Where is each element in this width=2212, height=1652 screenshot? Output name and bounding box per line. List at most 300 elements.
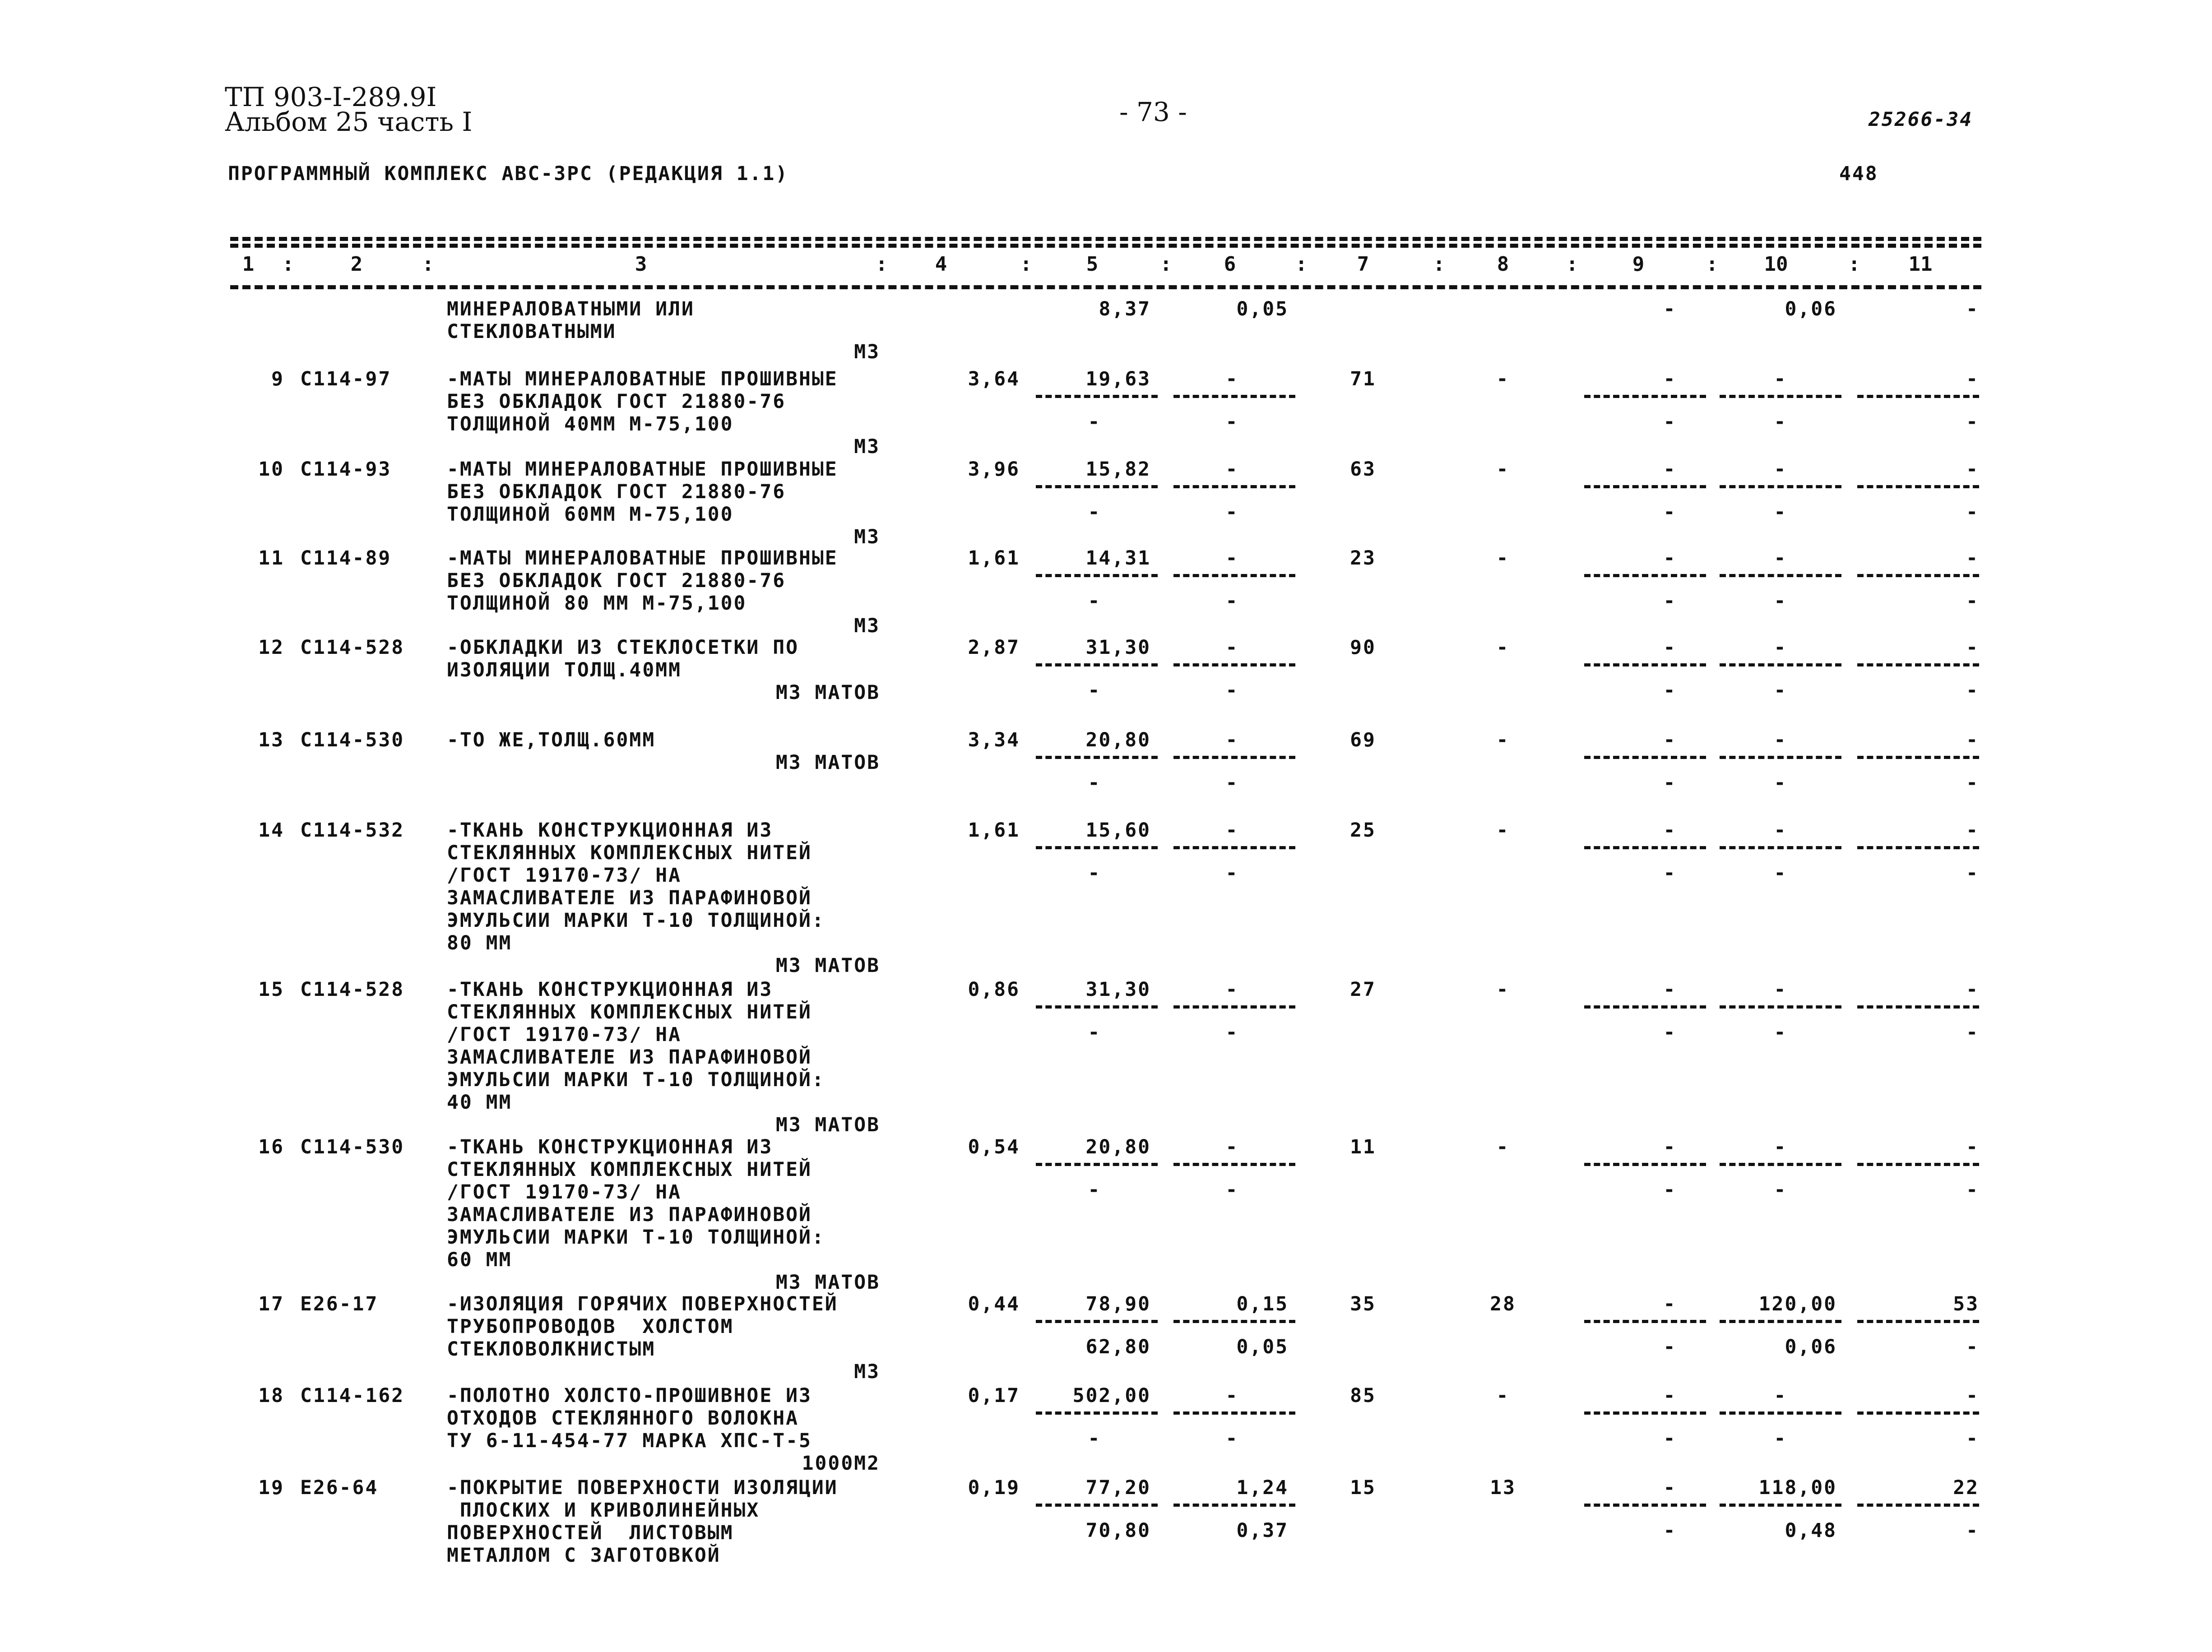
cell-divider-col10 [1720, 1320, 1841, 1323]
row-description-line: ЗАМАСЛИВАТЕЛЕ ИЗ ПАРАФИНОВОЙ [447, 887, 812, 909]
cell-divider-col6 [1173, 574, 1295, 577]
cell-col7: 25 [1350, 819, 1376, 842]
cell-divider-col5 [1036, 485, 1158, 488]
cell-col4: 1,61 [968, 819, 1020, 842]
cell-divider-col11 [1857, 574, 1979, 577]
cell-col5-lower: - [1088, 1427, 1101, 1450]
cell-col10: 120,00 [1758, 1293, 1837, 1315]
cell-col8: - [1496, 458, 1510, 481]
cell-col7: 71 [1350, 368, 1376, 390]
cell-col6: - [1225, 636, 1239, 659]
row-description-line: -ТО ЖЕ,ТОЛЩ.60ММ [447, 729, 656, 751]
cell-col4: 0,17 [968, 1384, 1020, 1407]
cell-col11: - [1966, 547, 1979, 569]
row-unit: М3 [854, 615, 880, 637]
cell-col11: - [1966, 1136, 1979, 1158]
row-number: 10 [258, 458, 284, 481]
row-description-line: -МАТЫ МИНЕРАЛОВАТНЫЕ ПРОШИВНЫЕ [447, 368, 838, 390]
cell-divider-col10 [1720, 663, 1841, 666]
sheet-number: 448 [1839, 162, 1878, 185]
cell-col10-lower: - [1774, 590, 1787, 612]
cell-col6-lower: 0,05 [1236, 1336, 1289, 1358]
row-description-line: СТЕКЛЯННЫХ КОМПЛЕКСНЫХ НИТЕЙ [447, 1158, 812, 1181]
cell-col5-lower: - [1088, 1179, 1101, 1201]
row-code: С114-89 [300, 547, 392, 569]
cell-divider-col6 [1173, 1163, 1295, 1166]
cell-divider-col11 [1857, 663, 1979, 666]
cell-col11-lower: - [1966, 501, 1979, 523]
cell-col9: - [1663, 458, 1677, 481]
cell-col5: 77,20 [1085, 1476, 1151, 1499]
row-description-line: -ТКАНЬ КОНСТРУКЦИОННАЯ ИЗ [447, 1136, 773, 1158]
column-separator: : [1433, 253, 1445, 276]
cell-col9-lower: - [1663, 590, 1677, 612]
cell-divider-col11 [1857, 485, 1979, 488]
cell-divider-col5 [1036, 1005, 1158, 1009]
cell-col5: 19,63 [1085, 368, 1151, 390]
row-code: С114-530 [300, 729, 405, 751]
cell-col10: - [1774, 547, 1787, 569]
row-description-line: ТОЛЩИНОЙ 60ММ М-75,100 [447, 503, 734, 526]
cell-divider-col11 [1857, 1005, 1979, 1009]
cell-col5-lower: - [1088, 862, 1101, 884]
column-header-10: 10 [1764, 253, 1788, 276]
row-unit: М3 МАТОВ [775, 681, 880, 704]
page-number: - 73 - [1119, 97, 1187, 127]
row-description-line: -ПОКРЫТИЕ ПОВЕРХНОСТИ ИЗОЛЯЦИИ [447, 1476, 838, 1499]
cell-col5: 14,31 [1085, 547, 1151, 569]
row-code: С114-530 [300, 1136, 405, 1158]
cell-divider-col6 [1173, 756, 1295, 759]
cell-col5-lower: 70,80 [1085, 1519, 1151, 1542]
row-unit: М3 МАТОВ [775, 751, 880, 774]
row-description-line: /ГОСТ 19170-73/ НА [447, 1181, 682, 1203]
cell-col9-lower: - [1663, 501, 1677, 523]
cell-col10-lower: - [1774, 679, 1787, 702]
cell-col10: 118,00 [1758, 1476, 1837, 1499]
row-description-line: СТЕКЛОВОЛКНИСТЫМ [447, 1338, 656, 1360]
cell-col5: 20,80 [1085, 1136, 1151, 1158]
cell-col11-lower: - [1966, 1021, 1979, 1044]
cell-divider-col5 [1036, 846, 1158, 849]
cell-col4: 0,54 [968, 1136, 1020, 1158]
cell-divider-col9 [1584, 1411, 1706, 1415]
album-info: Альбом 25 часть I [225, 106, 473, 137]
row-description-line: -ПОЛОТНО ХОЛСТО-ПРОШИВНОЕ ИЗ [447, 1384, 812, 1407]
cell-divider-col6 [1173, 1504, 1295, 1507]
cell-divider-col11 [1857, 1320, 1979, 1323]
cell-col10: - [1774, 458, 1787, 481]
cell-divider-col6 [1173, 1320, 1295, 1323]
cell-col7: 63 [1350, 458, 1376, 481]
column-header-7: 7 [1357, 253, 1369, 276]
cell-col10-lower: - [1774, 501, 1787, 523]
row-description-line: ПЛОСКИХ И КРИВОЛИНЕЙНЫХ [447, 1499, 760, 1522]
cell-col6-lower: - [1225, 772, 1239, 794]
cell-col6-lower: - [1225, 501, 1239, 523]
cell-divider-col10 [1720, 756, 1841, 759]
cell-col10-lower: 0,48 [1785, 1519, 1837, 1542]
cell-col10: - [1774, 368, 1787, 390]
cell-col4: 3,96 [968, 458, 1020, 481]
cell-col6-lower: - [1225, 1021, 1239, 1044]
cell-col6-lower: - [1225, 411, 1239, 433]
row-code: С114-97 [300, 368, 392, 390]
cell-divider-col5 [1036, 1163, 1158, 1166]
cell-col11-lower: - [1966, 1336, 1979, 1358]
cell-col5: 78,90 [1085, 1293, 1151, 1315]
cell-col11: 53 [1953, 1293, 1979, 1315]
cell-col6: - [1225, 368, 1239, 390]
cell-divider-col11 [1857, 395, 1979, 398]
cell-col5-lower: - [1088, 590, 1101, 612]
row-description-line: /ГОСТ 19170-73/ НА [447, 864, 682, 887]
row-code: С114-93 [300, 458, 392, 481]
row-description-line: ИЗОЛЯЦИИ ТОЛЩ.40ММ [447, 659, 682, 681]
cell-col9: - [1663, 636, 1677, 659]
cell-divider-col11 [1857, 1411, 1979, 1415]
cell-col9: - [1663, 1384, 1677, 1407]
row-number: 12 [258, 636, 284, 659]
cell-divider-col9 [1584, 1504, 1706, 1507]
cell-col10: - [1774, 819, 1787, 842]
row-description-line: СТЕКЛЯННЫХ КОМПЛЕКСНЫХ НИТЕЙ [447, 1001, 812, 1023]
row-description-line: МЕТАЛЛОМ С ЗАГОТОВКОЙ [447, 1544, 721, 1567]
cell-col10-lower: 0,06 [1785, 1336, 1837, 1358]
row-code: С114-528 [300, 978, 405, 1001]
row-code: С114-532 [300, 819, 405, 842]
cell-divider-col10 [1720, 485, 1841, 488]
row-description-line: ОТХОДОВ СТЕКЛЯННОГО ВОЛОКНА [447, 1407, 799, 1430]
row-number: 9 [271, 368, 284, 390]
cell-col4: 2,87 [968, 636, 1020, 659]
cell-col9: - [1663, 1476, 1677, 1499]
cell-col11: - [1966, 636, 1979, 659]
cell-divider-col5 [1036, 1411, 1158, 1415]
cell-divider-col6 [1173, 1411, 1295, 1415]
row-unit: М3 МАТОВ [775, 1271, 880, 1294]
cell-col6-lower: - [1225, 590, 1239, 612]
row-description-line: БЕЗ ОБКЛАДОК ГОСТ 21880-76 [447, 481, 786, 503]
row-description-line: -ИЗОЛЯЦИЯ ГОРЯЧИХ ПОВЕРХНОСТЕЙ [447, 1293, 838, 1315]
cell-divider-col9 [1584, 485, 1706, 488]
row-description-line: СТЕКЛЯННЫХ КОМПЛЕКСНЫХ НИТЕЙ [447, 842, 812, 864]
header-rule-bottom [230, 285, 1981, 289]
cell-col11: 22 [1953, 1476, 1979, 1499]
column-header-3: 3 [635, 253, 647, 276]
row-number: 19 [258, 1476, 284, 1499]
cell-col10: - [1774, 729, 1787, 751]
cell-col10: - [1774, 1136, 1787, 1158]
cell-divider-col5 [1036, 1320, 1158, 1323]
archive-code: 25266-34 [1869, 108, 1973, 131]
cell-col9: - [1663, 1293, 1677, 1315]
cell-col6-lower: - [1225, 1179, 1239, 1201]
row-description-line: БЕЗ ОБКЛАДОК ГОСТ 21880-76 [447, 390, 786, 413]
cell-col10: - [1774, 1384, 1787, 1407]
cell-col7: 69 [1350, 729, 1376, 751]
row-unit: М3 МАТОВ [775, 1114, 880, 1136]
cell-col5: 31,30 [1085, 636, 1151, 659]
cell-col11: - [1966, 458, 1979, 481]
row-description-line: ПОВЕРХНОСТЕЙ ЛИСТОВЫМ [447, 1522, 734, 1544]
cell-col9: - [1663, 729, 1677, 751]
cell-col9-lower: - [1663, 1021, 1677, 1044]
cell-col9-lower: - [1663, 772, 1677, 794]
cell-col11-lower: - [1966, 1179, 1979, 1201]
cell-divider-col9 [1584, 1005, 1706, 1009]
cell-col6-lower: - [1225, 1427, 1239, 1450]
cell-col10: - [1774, 978, 1787, 1001]
row-description-line: ТОЛЩИНОЙ 40ММ М-75,100 [447, 413, 734, 435]
row-unit: 1000М2 [802, 1452, 880, 1475]
cell-col6: - [1225, 819, 1239, 842]
cell-col10-lower: - [1774, 1427, 1787, 1450]
row-description-line: ТОЛЩИНОЙ 80 ММ М-75,100 [447, 592, 747, 615]
cell-col4: 1,61 [968, 547, 1020, 569]
cell-divider-col11 [1857, 1504, 1979, 1507]
cell-col6: - [1225, 458, 1239, 481]
cell-col4: 0,44 [968, 1293, 1020, 1315]
row-number: 15 [258, 978, 284, 1001]
cell-col10: - [1774, 636, 1787, 659]
cell-divider-col9 [1584, 756, 1706, 759]
row-number: 16 [258, 1136, 284, 1158]
cell-col6: 1,24 [1236, 1476, 1289, 1499]
cell-col9-lower: - [1663, 1336, 1677, 1358]
cell-col8: - [1496, 368, 1510, 390]
column-header-1: 1 [242, 253, 255, 276]
cell-col9-lower: - [1663, 1519, 1677, 1542]
cell-col6: - [1225, 978, 1239, 1001]
row-description-line: -МАТЫ МИНЕРАЛОВАТНЫЕ ПРОШИВНЫЕ [447, 547, 838, 569]
cell-col11: - [1966, 729, 1979, 751]
cell-col7: 15 [1350, 1476, 1376, 1499]
cell-col8: - [1496, 978, 1510, 1001]
column-header-2: 2 [350, 253, 363, 276]
cell-col4: 0,19 [968, 1476, 1020, 1499]
row-code: С114-528 [300, 636, 405, 659]
column-separator: : [1566, 253, 1578, 276]
row-description-line: 40 ММ [447, 1091, 512, 1114]
cell-divider-col5 [1036, 395, 1158, 398]
cell-col8: - [1496, 1136, 1510, 1158]
row-unit: М3 [854, 526, 880, 548]
cell-col4: 0,86 [968, 978, 1020, 1001]
cell-col11: - [1966, 978, 1979, 1001]
cell-col6-lower: - [1225, 862, 1239, 884]
cell-col8: 28 [1490, 1293, 1516, 1315]
row-description-line: ТУ 6-11-454-77 МАРКА ХПС-Т-5 [447, 1430, 812, 1452]
column-separator: : [1706, 253, 1718, 276]
column-separator: : [876, 253, 888, 276]
cell-col5-lower: - [1088, 772, 1101, 794]
cell-col9-lower: - [1663, 1179, 1677, 1201]
cell-col10: 0,06 [1785, 298, 1837, 320]
cell-divider-col9 [1584, 574, 1706, 577]
cell-col7: 35 [1350, 1293, 1376, 1315]
column-header-5: 5 [1086, 253, 1099, 276]
cell-col9: - [1663, 368, 1677, 390]
cell-col6: - [1225, 729, 1239, 751]
row-unit: М3 [854, 1360, 880, 1383]
cell-col5-lower: - [1088, 501, 1101, 523]
cell-col6: 0,15 [1236, 1293, 1289, 1315]
row-description-line: БЕЗ ОБКЛАДОК ГОСТ 21880-76 [447, 569, 786, 592]
cell-col5: 31,30 [1085, 978, 1151, 1001]
cell-col11: - [1966, 1384, 1979, 1407]
cell-divider-col9 [1584, 846, 1706, 849]
cell-col5: 20,80 [1085, 729, 1151, 751]
cell-divider-col10 [1720, 1411, 1841, 1415]
cell-col5: 8,37 [1099, 298, 1151, 320]
cell-col11: - [1966, 819, 1979, 842]
cell-col8: 13 [1490, 1476, 1516, 1499]
cell-col9: - [1663, 1136, 1677, 1158]
column-separator: : [422, 253, 434, 276]
cell-divider-col10 [1720, 574, 1841, 577]
cell-col9-lower: - [1663, 862, 1677, 884]
cell-col10-lower: - [1774, 1179, 1787, 1201]
cell-col5: 502,00 [1072, 1384, 1151, 1407]
cell-col9: - [1663, 298, 1677, 320]
cell-divider-col6 [1173, 846, 1295, 849]
row-description-line: -ТКАНЬ КОНСТРУКЦИОННАЯ ИЗ [447, 819, 773, 842]
cell-divider-col9 [1584, 1163, 1706, 1166]
cell-col7: 11 [1350, 1136, 1376, 1158]
program-title: ПРОГРАММНЫЙ КОМПЛЕКС АВС-3РС (РЕДАКЦИЯ 1.1) [228, 162, 789, 185]
row-unit: М3 МАТОВ [775, 954, 880, 977]
cell-divider-col6 [1173, 1005, 1295, 1009]
header-rule-top [230, 237, 1981, 241]
cell-col7: 90 [1350, 636, 1376, 659]
cell-col9: - [1663, 819, 1677, 842]
cell-col8: - [1496, 636, 1510, 659]
cell-divider-col10 [1720, 1504, 1841, 1507]
row-number: 13 [258, 729, 284, 751]
column-separator: : [1848, 253, 1860, 276]
cell-col5-lower: - [1088, 1021, 1101, 1044]
row-description-line: ЭМУЛЬСИИ МАРКИ Т-10 ТОЛЩИНОЙ: [447, 1069, 825, 1091]
column-header-11: 11 [1908, 253, 1933, 276]
cell-divider-col9 [1584, 663, 1706, 666]
cell-col11: - [1966, 298, 1979, 320]
row-number: 18 [258, 1384, 284, 1407]
cell-divider-col9 [1584, 1320, 1706, 1323]
cell-divider-col11 [1857, 846, 1979, 849]
cell-col4: 3,34 [968, 729, 1020, 751]
row-description-line: -ОБКЛАДКИ ИЗ СТЕКЛОСЕТКИ ПО [447, 636, 799, 659]
row-unit: М3 [854, 341, 880, 363]
cell-col6-lower: - [1225, 679, 1239, 702]
cell-col4: 3,64 [968, 368, 1020, 390]
row-description-line: ЭМУЛЬСИИ МАРКИ Т-10 ТОЛЩИНОЙ: [447, 1226, 825, 1249]
column-separator: : [1160, 253, 1172, 276]
row-number: 11 [258, 547, 284, 569]
cell-divider-col6 [1173, 485, 1295, 488]
cell-col8: - [1496, 1384, 1510, 1407]
cell-col10-lower: - [1774, 411, 1787, 433]
row-code: Е26-64 [300, 1476, 379, 1499]
cell-col8: - [1496, 547, 1510, 569]
cell-col6: - [1225, 1384, 1239, 1407]
row-description-line: 60 ММ [447, 1249, 512, 1271]
cell-divider-col10 [1720, 395, 1841, 398]
column-separator: : [282, 253, 294, 276]
cell-divider-col5 [1036, 663, 1158, 666]
cell-col9-lower: - [1663, 679, 1677, 702]
row-description-line: СТЕКЛОВАТНЫМИ [447, 320, 617, 343]
cell-divider-col5 [1036, 756, 1158, 759]
cell-col11-lower: - [1966, 590, 1979, 612]
cell-col9-lower: - [1663, 1427, 1677, 1450]
cell-col5-lower: 62,80 [1085, 1336, 1151, 1358]
cell-col8: - [1496, 729, 1510, 751]
column-header-9: 9 [1632, 253, 1645, 276]
cell-col7: 85 [1350, 1384, 1376, 1407]
row-number: 17 [258, 1293, 284, 1315]
cell-col5: 15,60 [1085, 819, 1151, 842]
cell-divider-col9 [1584, 395, 1706, 398]
cell-col11-lower: - [1966, 862, 1979, 884]
cell-divider-col10 [1720, 846, 1841, 849]
cell-divider-col5 [1036, 1504, 1158, 1507]
cell-col5-lower: - [1088, 679, 1101, 702]
column-header-6: 6 [1224, 253, 1236, 276]
cell-col11-lower: - [1966, 1519, 1979, 1542]
header-rule-mid [230, 244, 1981, 248]
column-header-4: 4 [935, 253, 947, 276]
cell-col7: 23 [1350, 547, 1376, 569]
cell-col6: - [1225, 547, 1239, 569]
row-description-line: -ТКАНЬ КОНСТРУКЦИОННАЯ ИЗ [447, 978, 773, 1001]
cell-col10-lower: - [1774, 772, 1787, 794]
cell-col8: - [1496, 819, 1510, 842]
row-code: С114-162 [300, 1384, 405, 1407]
cell-divider-col6 [1173, 663, 1295, 666]
row-number: 14 [258, 819, 284, 842]
cell-col9: - [1663, 547, 1677, 569]
cell-col6: 0,05 [1236, 298, 1289, 320]
row-description-line: ЗАМАСЛИВАТЕЛЕ ИЗ ПАРАФИНОВОЙ [447, 1046, 812, 1069]
row-description-line: ЭМУЛЬСИИ МАРКИ Т-10 ТОЛЩИНОЙ: [447, 909, 825, 932]
cell-divider-col10 [1720, 1163, 1841, 1166]
row-description-line: ТРУБОПРОВОДОВ ХОЛСТОМ [447, 1315, 734, 1338]
column-separator: : [1295, 253, 1308, 276]
cell-col11-lower: - [1966, 411, 1979, 433]
cell-col11-lower: - [1966, 1427, 1979, 1450]
cell-col6: - [1225, 1136, 1239, 1158]
cell-col11-lower: - [1966, 679, 1979, 702]
cell-col9-lower: - [1663, 411, 1677, 433]
cell-col9: - [1663, 978, 1677, 1001]
cell-col11: - [1966, 368, 1979, 390]
cell-col10-lower: - [1774, 1021, 1787, 1044]
cell-divider-col11 [1857, 756, 1979, 759]
cell-col11-lower: - [1966, 772, 1979, 794]
cell-divider-col5 [1036, 574, 1158, 577]
cell-col5: 15,82 [1085, 458, 1151, 481]
row-code: Е26-17 [300, 1293, 379, 1315]
row-unit: М3 [854, 435, 880, 458]
cell-col6-lower: 0,37 [1236, 1519, 1289, 1542]
row-description-line: /ГОСТ 19170-73/ НА [447, 1023, 682, 1046]
cell-col7: 27 [1350, 978, 1376, 1001]
cell-divider-col6 [1173, 395, 1295, 398]
row-description-line: 80 ММ [447, 932, 512, 954]
doc-code: ТП 903-I-289.9I [225, 82, 437, 112]
cell-divider-col11 [1857, 1163, 1979, 1166]
